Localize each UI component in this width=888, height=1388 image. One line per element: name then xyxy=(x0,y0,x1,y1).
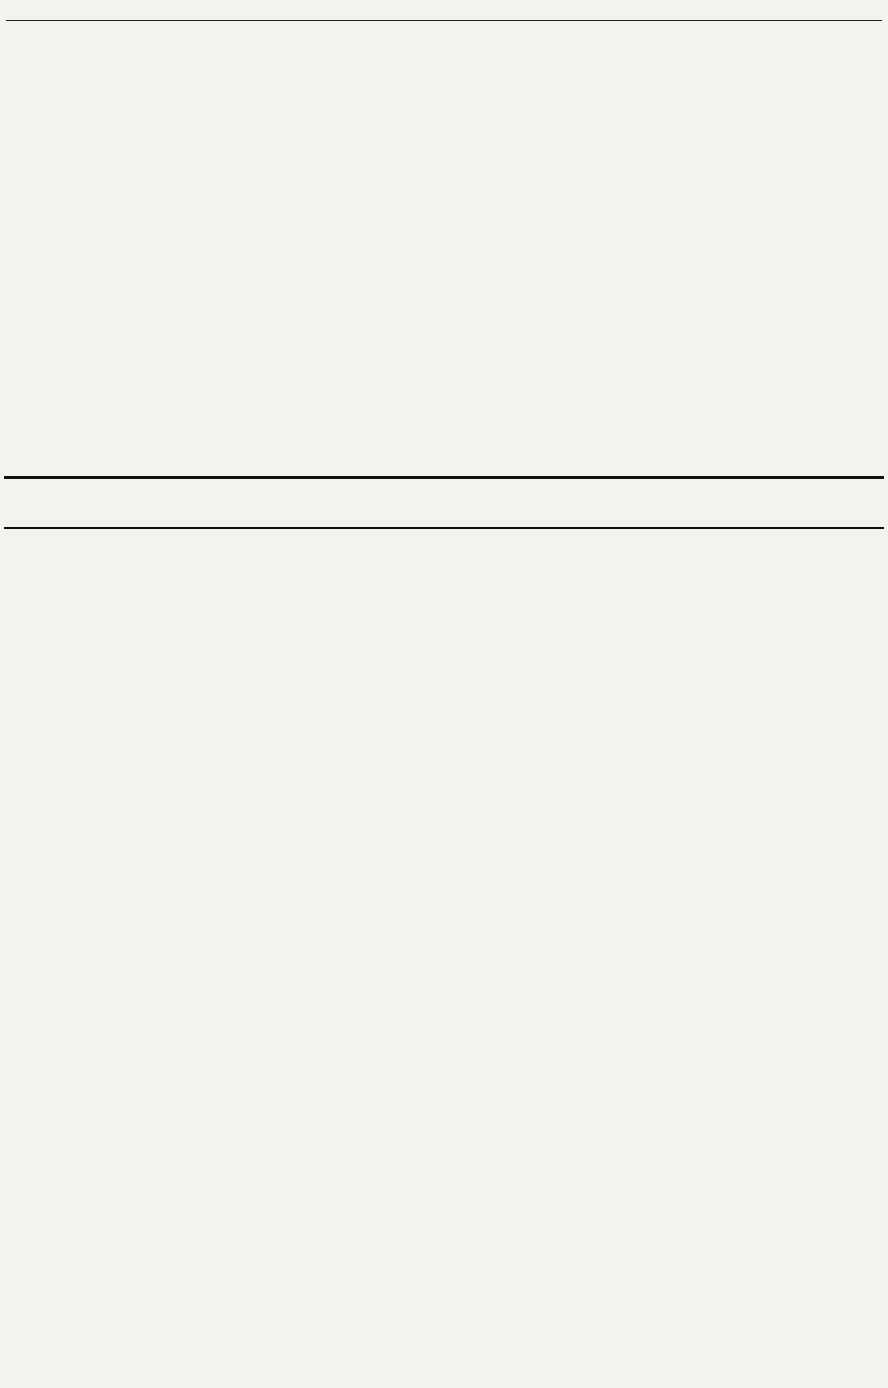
service-directory xyxy=(4,528,884,1384)
page-folio xyxy=(6,2,882,21)
help-wanted-section xyxy=(4,22,884,474)
home-service-guide-banner xyxy=(4,476,884,529)
